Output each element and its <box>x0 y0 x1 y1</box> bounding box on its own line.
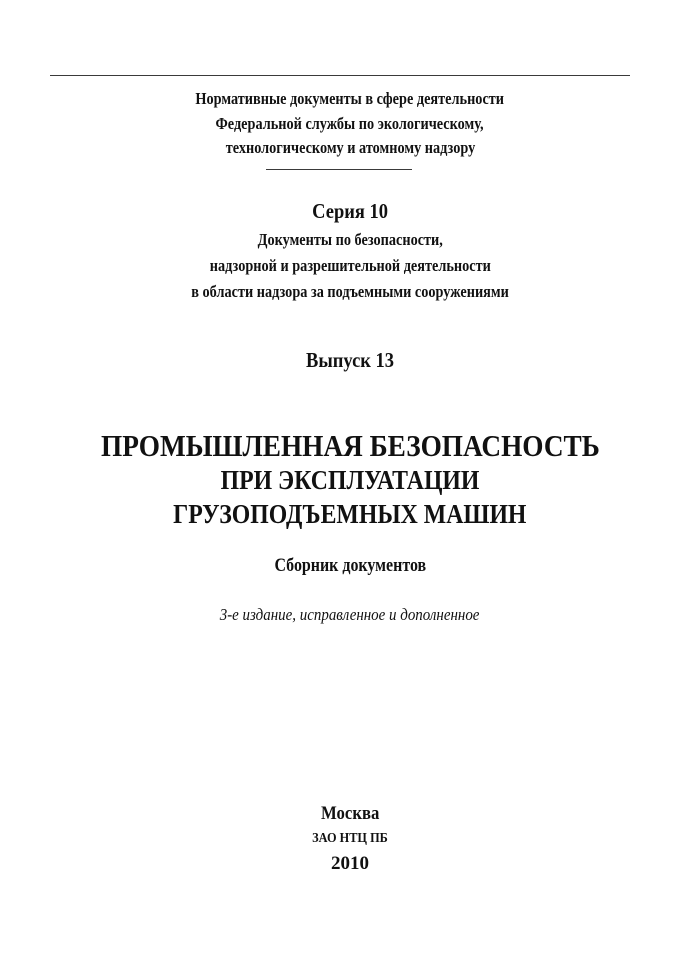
book-title-line: ПРИ ЭКСПЛУАТАЦИИ <box>220 465 480 495</box>
series-description-line: Документы по безопасности, <box>257 230 443 249</box>
series-description-line: в области надзора за подъемными сооружениями <box>191 282 509 301</box>
book-title-line: ПРОМЫШЛЕННАЯ БЕЗОПАСНОСТЬ <box>100 428 600 463</box>
series-title: Серия 10 <box>312 199 388 223</box>
edition-note: 3-е издание, исправленное и дополненное <box>220 605 480 624</box>
subtitle: Сборник документов <box>274 555 426 576</box>
agency-header-line: Федеральной службы по экологическому, <box>215 114 485 133</box>
imprint-year: 2010 <box>331 853 369 874</box>
imprint-city: Москва <box>320 803 380 824</box>
imprint-publisher: ЗАО НТЦ ПБ <box>312 831 388 846</box>
series-description-line: надзорной и разрешительной деятельности <box>209 256 491 275</box>
issue-label: Выпуск 13 <box>305 348 395 372</box>
book-title-line: ГРУЗОПОДЪЕМНЫХ МАШИН <box>173 499 527 529</box>
header-divider-rule <box>266 169 412 170</box>
top-rule <box>50 75 630 76</box>
agency-header-line: Нормативные документы в сфере деятельности <box>195 89 505 108</box>
agency-header-line: технологическому и атомному надзору <box>225 138 475 157</box>
